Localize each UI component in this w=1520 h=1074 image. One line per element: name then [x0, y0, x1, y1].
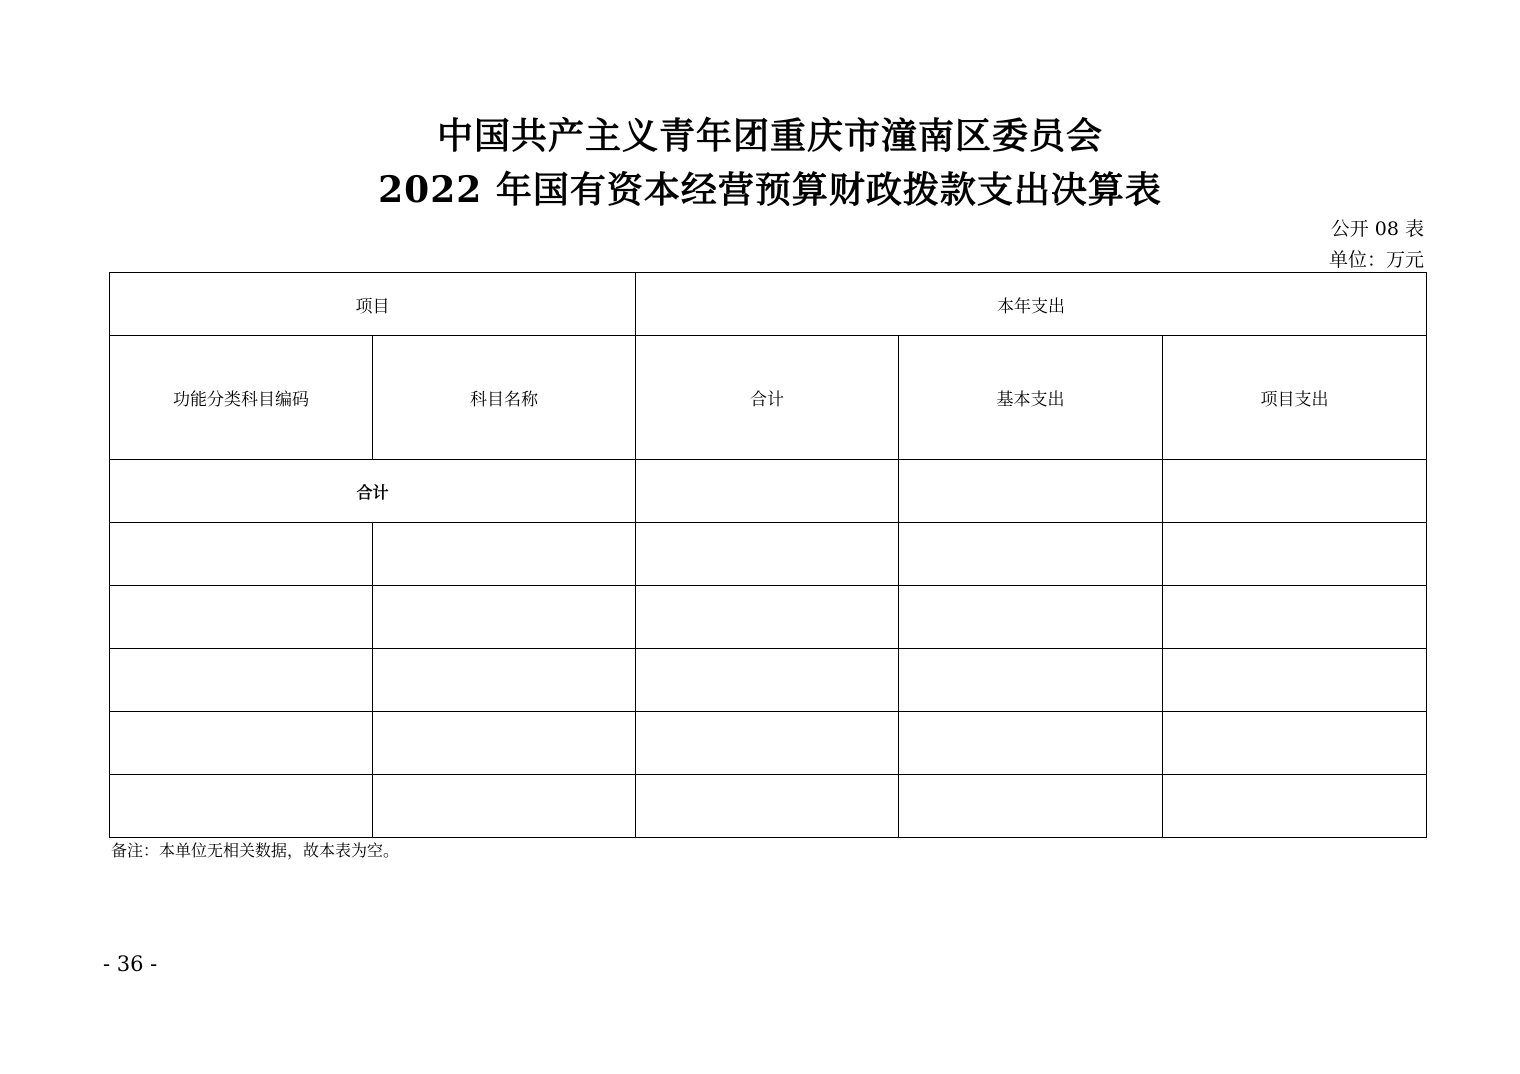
- table-cell: [636, 775, 899, 838]
- table-cell: [1163, 775, 1427, 838]
- header-project: 项目: [110, 273, 636, 336]
- table-cell: [899, 649, 1163, 712]
- table-cell: [1163, 712, 1427, 775]
- table-cell: [636, 649, 899, 712]
- table-cell: [899, 523, 1163, 586]
- table-row: [110, 523, 1427, 586]
- header-row-1: [110, 273, 1427, 336]
- table-cell: [1163, 586, 1427, 649]
- table-row: [110, 712, 1427, 775]
- table-row: [110, 775, 1427, 838]
- header-total: 合计: [636, 336, 899, 460]
- table-code: 公开 08 表: [1330, 218, 1424, 240]
- table-cell: [373, 586, 636, 649]
- total-row-total: [636, 460, 899, 523]
- table-cell: [1163, 649, 1427, 712]
- table-cell: [110, 649, 373, 712]
- table-cell: [110, 586, 373, 649]
- header-function-code: 功能分类科目编码: [110, 336, 373, 460]
- table-cell: [373, 775, 636, 838]
- table-cell: [1163, 523, 1427, 586]
- total-row-label: 合计: [110, 460, 636, 523]
- table-cell: [373, 523, 636, 586]
- header-row-2: [110, 336, 1427, 460]
- unit-label: 单位：万元: [1328, 249, 1424, 271]
- expense-table: [109, 272, 1427, 838]
- table-cell: [636, 523, 899, 586]
- document-title-line2: 2022 年国有资本经营预算财政拨款支出决算表: [378, 169, 1162, 211]
- header-subject-name: 科目名称: [373, 336, 636, 460]
- table-note: 备注：本单位无相关数据，故本表为空。: [111, 841, 400, 860]
- total-row-basic-expense: [899, 460, 1163, 523]
- total-row: [110, 460, 1427, 523]
- table-cell: [110, 775, 373, 838]
- header-current-year-expense: 本年支出: [636, 273, 1427, 336]
- table-cell: [899, 775, 1163, 838]
- table-cell: [636, 586, 899, 649]
- table-cell: [899, 586, 1163, 649]
- table-cell: [899, 712, 1163, 775]
- table-cell: [110, 712, 373, 775]
- page-number: - 36 -: [103, 952, 158, 976]
- table-cell: [110, 523, 373, 586]
- table-cell: [373, 649, 636, 712]
- document-title-line1: 中国共产主义青年团重庆市潼南区委员会: [436, 115, 1103, 157]
- table-cell: [636, 712, 899, 775]
- table-cell: [373, 712, 636, 775]
- total-row-project-expense: [1163, 460, 1427, 523]
- header-basic-expense: 基本支出: [899, 336, 1163, 460]
- header-project-expense: 项目支出: [1163, 336, 1427, 460]
- table-row: [110, 586, 1427, 649]
- table-row: [110, 649, 1427, 712]
